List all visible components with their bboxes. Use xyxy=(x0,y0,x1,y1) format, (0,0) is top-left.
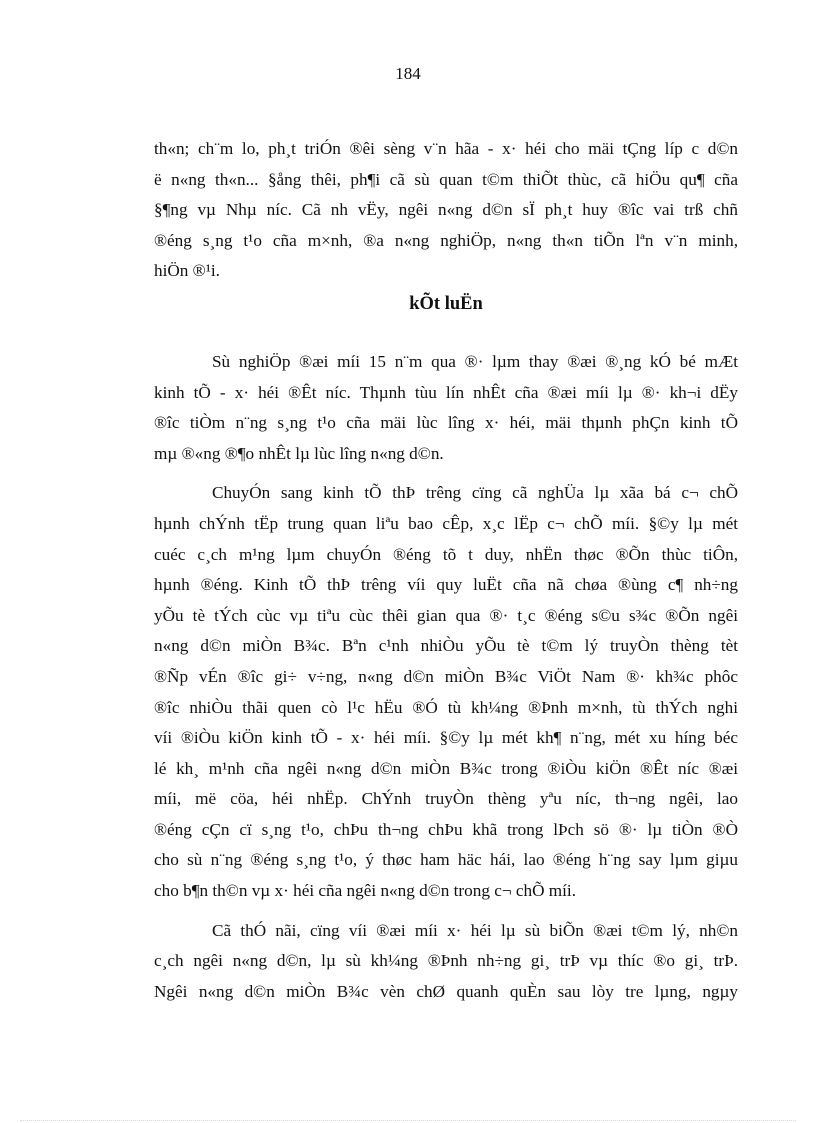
text-line: kinh tÕ - x· héi ®Êt níc. Thµnh tùu lín nhÊt cña ®æi míi lµ ®· kh¬i dËy xyxy=(154,382,738,402)
intro-paragraph xyxy=(154,134,738,287)
text-line: n«ng d©n miÒn B¾c. Bªn c¹nh nhiÒu yÕu tè t©m lý truyÒn thèng tèt xyxy=(154,636,738,656)
text-line: cho b¶n th©n vµ x· héi cña ngêi n«ng d©n trong c¬ chÕ míi. xyxy=(154,881,577,901)
text-line: ®éng s¸ng t¹o cña m×nh, ®a n«ng nghiÖp, n«ng th«n tiÕn lªn v¨n minh, xyxy=(154,230,738,250)
text-line: Sù nghiÖp ®æi míi 15 n¨m qua ®· lµm thay ®æi ®¸ng kÓ bé mÆt xyxy=(212,351,738,371)
text-line: hµnh ®éng. Kinh tÕ thÞ trêng víi quy luËt cña nã chøa ®ùng c¶ nh÷ng xyxy=(154,575,738,595)
text-line: mµ ®«ng ®¶o nhÊt lµ lùc lîng n«ng d©n. xyxy=(154,443,444,463)
text-line: cuéc c¸ch m¹ng lµm chuyÓn ®éng tõ t duy, nhËn thøc ®Õn thùc tiÔn, xyxy=(154,544,738,564)
text-line: Cã thÓ nãi, cïng víi ®æi míi x· héi lµ sù biÕn ®æi t©m lý, nh©n xyxy=(212,920,738,940)
page-edge-rule xyxy=(20,1120,796,1121)
text-line: §¶ng vµ Nhµ níc. Cã nh vËy, ngêi n«ng d©n sÏ ph¸t huy ®îc vai trß chñ xyxy=(154,200,738,220)
text-line: yÕu tè tÝch cùc vµ tiªu cùc thêi gian qua ®· t¸c ®éng s©u s¾c ®Õn ngêi xyxy=(154,605,738,625)
text-line: Ngêi n«ng d©n miÒn B¾c vèn chØ quanh quÈn sau lòy tre lµng, ngµy xyxy=(154,981,738,1001)
text-line: ë n«ng th«n... §ång thêi, ph¶i cã sù quan t©m thiÕt thùc, cã hiÖu qu¶ cña xyxy=(154,169,738,189)
text-line: ChuyÓn sang kinh tÕ thÞ trêng cïng cã nghÜa lµ xãa bá c¬ chÕ xyxy=(212,483,738,503)
body-paragraph xyxy=(154,347,738,469)
text-line: víi ®iÒu kiÖn kinh tÕ - x· héi míi. §©y lµ mét kh¶ n¨ng, mét xu híng béc xyxy=(154,728,738,748)
text-line: th«n; ch¨m lo, ph¸t triÓn ®êi sèng v¨n hãa - x· héi cho mäi tÇng líp c d©n xyxy=(154,139,738,158)
body-paragraph xyxy=(154,916,738,1008)
section-heading: kÕt luËn xyxy=(409,293,483,314)
text-line: lé kh¸ m¹nh cña ngêi n«ng d©n miÒn B¾c trong ®iÒu kiÖn ®Êt níc ®æi xyxy=(154,758,738,778)
text-line: míi, më cöa, héi nhËp. ChÝnh truyÒn thèng yªu níc, th¬ng ngêi, lao xyxy=(154,789,738,809)
page-number: 184 xyxy=(395,64,421,83)
body-paragraph xyxy=(154,478,738,906)
text-line: ®éng cÇn cï s¸ng t¹o, chÞu th¬ng chÞu khã trong lÞch sö ®· lµ tiÒn ®Ò xyxy=(154,819,738,839)
text-line: ®îc nhiÒu thãi quen cò l¹c hËu ®Ó tù kh¼ng ®Þnh m×nh, tù thÝch nghi xyxy=(154,697,738,717)
text-line: c¸ch ngêi n«ng d©n, lµ sù kh¼ng ®Þnh nh÷ng gi¸ trÞ vµ thíc ®o gi¸ trÞ. xyxy=(154,951,738,971)
page-body xyxy=(154,134,738,1007)
text-line: ®Ñp vÉn ®îc gi÷ v÷ng, n«ng d©n miÒn B¾c ViÖt Nam ®· kh¾c phôc xyxy=(154,666,738,686)
text-line: cho sù n¨ng ®éng s¸ng t¹o, ý thøc ham häc hái, lao ®éng h¨ng say lµm giµu xyxy=(154,850,738,870)
text-line: ®îc tiÒm n¨ng s¸ng t¹o cña mäi lùc lîng x· héi, mäi thµnh phÇn kinh tÕ xyxy=(154,413,738,433)
text-line: hiÖn ®¹i. xyxy=(154,261,220,281)
text-line: hµnh chÝnh tËp trung quan liªu bao cÊp, x¸c lËp c¬ chÕ míi. §©y lµ mét xyxy=(154,513,738,533)
